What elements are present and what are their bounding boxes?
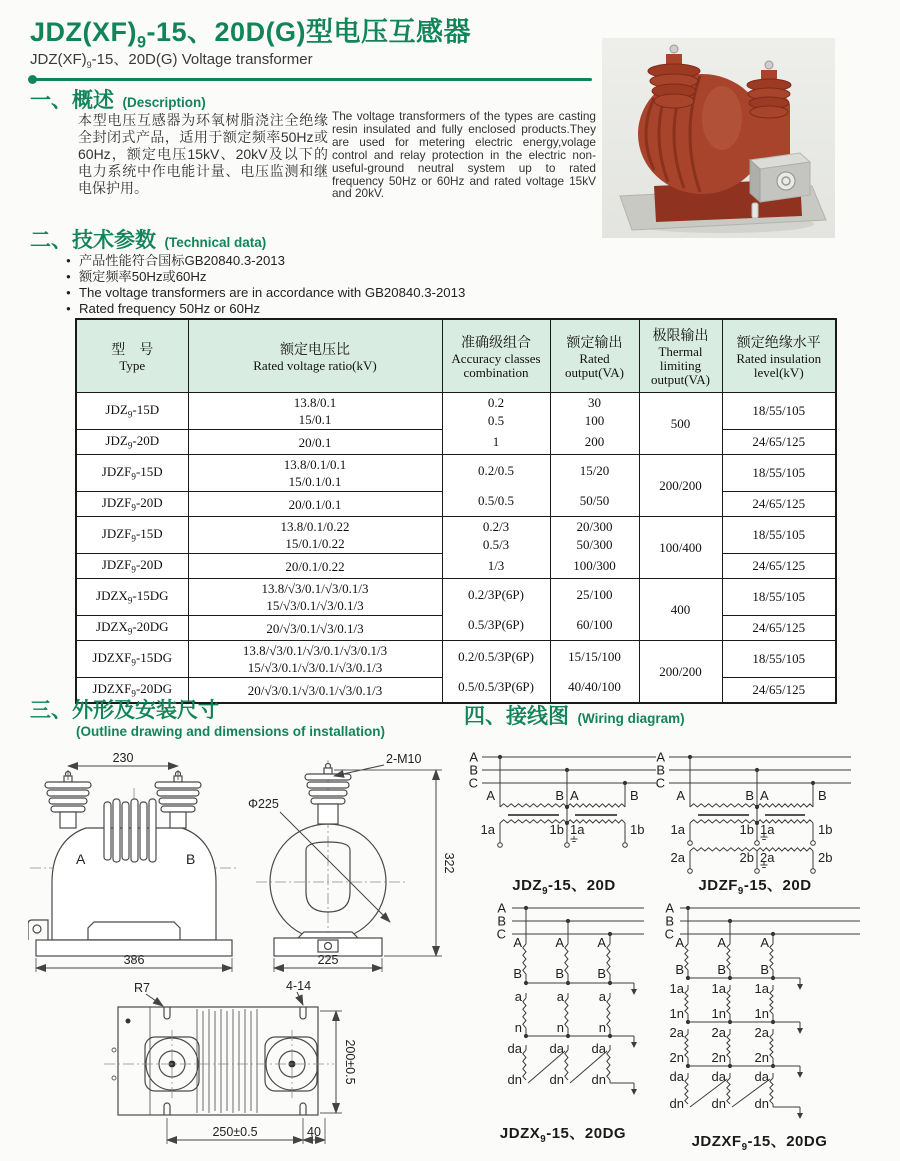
section-title-zh: 接线图 (506, 705, 569, 728)
section-title-zh: 技术参数 (72, 229, 156, 252)
bullet-item: ● The voltage transformers are in accordance with GB20840.3-2013 (66, 285, 626, 301)
diagram-label: 1a (670, 822, 685, 837)
diagram-label: A (555, 935, 564, 950)
dim-dia-225: Φ225 (248, 797, 279, 811)
side-bushing (305, 764, 351, 825)
diagram-label: A (570, 788, 579, 803)
diagram-label: da (711, 1069, 726, 1084)
diagram-label: 1a (669, 981, 684, 996)
diagram-label: B (745, 788, 754, 803)
diagram-label: C (496, 926, 506, 942)
diagram-label: A (656, 749, 665, 765)
front-view-drawing (28, 750, 240, 978)
diagram-label: B (469, 762, 478, 778)
type-cell: $JDZ_9-20D$ (76, 430, 188, 455)
diagram-label: A (665, 900, 674, 916)
table-row (76, 455, 836, 492)
thermal-cell: 500 (639, 393, 722, 455)
insulation-cell: 24/65/125 (722, 554, 836, 579)
base-outline (118, 1007, 318, 1115)
section-number: 一、 (30, 89, 72, 112)
dim-225: 225 (317, 953, 339, 967)
ratio-cell: 20/0.1/0.22 (188, 554, 442, 579)
diagram-label: B (555, 966, 564, 981)
bullet-item: ● 产品性能符合国标GB20840.3-2013 (66, 253, 626, 269)
section-4-heading (464, 700, 685, 730)
accuracy-cell: 0.2/3P(6P) 0.5/3P(6P) (442, 579, 550, 641)
product-photo (602, 38, 835, 238)
column-header: 额定绝缘水平 Rated insulation level(kV) (722, 319, 836, 393)
diagram-label: 1b (739, 822, 754, 837)
table-row (76, 579, 836, 616)
diagram-label: A (486, 788, 495, 803)
description-english: The voltage transformers of the types are casting resin insulated and fully enclosed products.They are used for metering electric energy,volage control and relay protection in the electric non-useful-ground neutral system up to rated frequency 50Hz or 60Hz and rated voltage 15kV and 20kV. (332, 109, 596, 201)
rib-lines (197, 1009, 257, 1113)
column-header: 准确级组合 Accuracy classes combination (442, 319, 550, 393)
side-view-drawing (240, 750, 458, 978)
ratio-cell: 13.8/0.1 15/0.1 (188, 393, 442, 430)
thermal-cell: 200/200 (639, 641, 722, 704)
diagram-label: 2n (669, 1050, 684, 1065)
description-chinese: 本型电压互感器为环氧树脂浇注全绝缘全封闭式产品，适用于额定频率50Hz或60Hz，额定电压15kV、20kV及以下的电力系统中作电能计量、电压监测和继电保护用。 (78, 112, 328, 196)
diagram-label: a (598, 989, 606, 1004)
wiring-diagram-jdzx (468, 898, 658, 1112)
diagram-label: 1a (480, 822, 495, 837)
insulation-cell: 18/55/105 (722, 393, 836, 430)
type-cell: $JDZF_9-15D$ (76, 517, 188, 554)
accuracy-cell: 0.2 0.5 1 (442, 393, 550, 455)
output-cell: 20/300 50/300 100/300 (550, 517, 639, 579)
spec-table-body (76, 393, 836, 704)
diagram-label: C (664, 926, 674, 942)
ratio-cell: 20/0.1 (188, 430, 442, 455)
diagram-label: 1b (630, 822, 645, 837)
spec-table (75, 318, 837, 704)
section-title-en: (Technical data) (164, 235, 267, 250)
diagram-label: B (497, 913, 506, 929)
diagram-label: 1a (754, 981, 769, 996)
terminal-label-b: B (186, 851, 196, 867)
section-3-heading (30, 694, 219, 724)
bullet-item: ● Rated frequency 50Hz or 60Hz (66, 301, 626, 317)
type-cell: $JDZX_9-20DG$ (76, 616, 188, 641)
diagram-label: n (598, 1020, 606, 1035)
accuracy-cell: 0.2/0.5 0.5/0.5 (442, 455, 550, 517)
column-header: 额定电压比 Rated voltage ratio(kV) (188, 319, 442, 393)
section-title-zh: 概述 (72, 89, 114, 112)
accuracy-cell: 0.2/0.5/3P(6P) 0.5/0.5/3P(6P) (442, 641, 550, 704)
technical-bullet-list (66, 253, 626, 317)
dim-r7: R7 (134, 981, 150, 995)
type-cell: $JDZF_9-20D$ (76, 554, 188, 579)
ratio-cell: 13.8/0.1/0.22 15/0.1/0.22 (188, 517, 442, 554)
thermal-cell: 200/200 (639, 455, 722, 517)
base-riser (298, 932, 358, 938)
insulation-cell: 18/55/105 (722, 455, 836, 492)
diagram-label: A (760, 935, 769, 950)
small-fitting (752, 203, 758, 218)
diagram-label: n (556, 1020, 564, 1035)
diagram-label: dn (549, 1072, 564, 1087)
right-footprint (265, 1037, 318, 1091)
section-1-heading (30, 84, 206, 114)
output-cell: 25/100 60/100 (550, 579, 639, 641)
type-cell: $JDZX_9-15DG$ (76, 579, 188, 616)
wiring-diagram-jdz (468, 745, 660, 867)
dim-250: 250±0.5 (212, 1125, 258, 1139)
wiring-diagram-jdzxf (652, 898, 867, 1128)
title-divider (30, 78, 592, 81)
ratio-cell: 20/0.1/0.1 (188, 492, 442, 517)
dim-386: 386 (123, 953, 145, 967)
type-cell: $JDZ_9-15D$ (76, 393, 188, 430)
wiring-diagram-jdzf (655, 745, 855, 895)
diagram-label: 2a (754, 1025, 769, 1040)
section-number: 二、 (30, 229, 72, 252)
diagram-label: B (665, 913, 674, 929)
table-row (76, 393, 836, 430)
diagram-label: B (818, 788, 827, 803)
diagram-label: a (514, 989, 522, 1004)
bottom-view-drawing (90, 978, 370, 1158)
dim-2-m10: 2-M10 (386, 752, 422, 766)
diagram-label: dn (669, 1096, 684, 1111)
diagram-label: a (556, 989, 564, 1004)
ratio-cell: 20/√3/0.1/√3/0.1/3 (188, 616, 442, 641)
dim-40: 40 (307, 1125, 321, 1139)
section-title-zh: 外形及安装尺寸 (72, 699, 219, 722)
insulation-cell: 24/65/125 (722, 678, 836, 704)
bullet-item: ● 额定频率50Hz或60Hz (66, 269, 626, 285)
terminal-label-a: A (76, 851, 86, 867)
dim-200: 200±0.5 (343, 1039, 357, 1085)
section-2-heading (30, 224, 266, 254)
diagram-label: A (760, 788, 769, 803)
diagram-label: 2b (818, 850, 833, 865)
wiring-caption-jdzf: $JDZF_9-15$、20D (698, 877, 812, 897)
diagram-label: 2b (739, 850, 754, 865)
thermal-cell: 400 (639, 579, 722, 641)
ratio-cell: 13.8/√3/0.1/√3/0.1/3 15/√3/0.1/√3/0.1/3 (188, 579, 442, 616)
diagram-label: 1b (549, 822, 564, 837)
diagram-label: B (555, 788, 564, 803)
type-cell: $JDZXF_9-15DG$ (76, 641, 188, 678)
column-header: 型 号 Type (76, 319, 188, 393)
diagram-label: B (513, 966, 522, 981)
type-cell: $JDZF_9-15D$ (76, 455, 188, 492)
diagram-label: 1n (711, 1006, 726, 1021)
diagram-label: A (513, 935, 522, 950)
side-lug (28, 920, 48, 940)
diagram-label: 1a (760, 822, 775, 837)
diagram-label: A (597, 935, 606, 950)
wiring-caption-jdzx: $JDZX_9-15$、20DG (499, 1125, 627, 1145)
section-title-en: (Wiring diagram) (577, 711, 685, 726)
ratio-cell: 13.8/0.1/0.1 15/0.1/0.1 (188, 455, 442, 492)
diagram-label: 1a (711, 981, 726, 996)
column-header: 极限输出 Thermal limiting output(VA) (639, 319, 722, 393)
diagram-label: B (675, 962, 684, 977)
diagram-label: dn (591, 1072, 606, 1087)
diagram-label: 2a (670, 850, 685, 865)
diagram-label: da (507, 1041, 522, 1056)
type-cell: $JDZXF_9-20DG$ (76, 678, 188, 704)
table-row (76, 517, 836, 554)
thermal-cell: 100/400 (639, 517, 722, 579)
insulation-cell: 18/55/105 (722, 641, 836, 678)
diagram-label: A (497, 900, 506, 916)
diagram-label: n (514, 1020, 522, 1035)
ratio-cell: 20/√3/0.1/√3/0.1/√3/0.1/3 (188, 678, 442, 704)
insulation-cell: 24/65/125 (722, 430, 836, 455)
diagram-label: 2n (711, 1050, 726, 1065)
diagram-label: da (591, 1041, 606, 1056)
diagram-label: 2a (760, 850, 775, 865)
diagram-label: C (655, 775, 665, 791)
terminal-box (750, 153, 810, 202)
diagram-label: 1b (818, 822, 833, 837)
diagram-label: B (630, 788, 639, 803)
output-cell: 15/15/100 40/40/100 (550, 641, 639, 704)
dim-4-14: 4-14 (286, 979, 312, 993)
insulation-cell: 24/65/125 (722, 616, 836, 641)
section-number: 三、 (30, 699, 72, 722)
insulation-cell: 18/55/105 (722, 517, 836, 554)
insulation-cell: 18/55/105 (722, 579, 836, 616)
type-cell: $JDZF_9-20D$ (76, 492, 188, 517)
diagram-label: dn (507, 1072, 522, 1087)
spec-table-header-row (76, 319, 836, 393)
page-subtitle: $JDZ(XF)_9-15$、20D(G) Voltage transformer (30, 51, 313, 70)
diagram-label: da (549, 1041, 564, 1056)
diagram-label: 2n (754, 1050, 769, 1065)
column-header: 额定输出 Rated output(VA) (550, 319, 639, 393)
diagram-label: 1n (669, 1006, 684, 1021)
diagram-label: C (468, 775, 478, 791)
diagram-label: da (754, 1069, 769, 1084)
diagram-label: dn (711, 1096, 726, 1111)
diagram-label: A (676, 788, 685, 803)
diagram-label: 2a (711, 1025, 726, 1040)
diagram-label: B (760, 962, 769, 977)
wiring-caption-jdzxf: $JDZXF_9-15$、20DG (691, 1133, 828, 1153)
diagram-label: B (656, 762, 665, 778)
diagram-label: A (717, 935, 726, 950)
output-cell: 30 100 200 (550, 393, 639, 455)
diagram-label: 2a (669, 1025, 684, 1040)
accuracy-cell: 0.2/3 0.5/3 1/3 (442, 517, 550, 579)
section-number: 四、 (464, 705, 506, 728)
diagram-label: da (669, 1069, 684, 1084)
dim-322: 322 (442, 852, 456, 874)
diagram-label: dn (754, 1096, 769, 1111)
diagram-label: A (675, 935, 684, 950)
diagram-label: A (469, 749, 478, 765)
diagram-label: B (717, 962, 726, 977)
dim-230: 230 (112, 751, 134, 765)
section-3-subtitle: (Outline drawing and dimensions of installation) (76, 724, 386, 739)
wiring-caption-jdz: $JDZ_9-15$、20D (512, 877, 616, 897)
section-title-en: (Description) (122, 95, 206, 110)
insulation-cell: 24/65/125 (722, 492, 836, 517)
output-cell: 15/20 50/50 (550, 455, 639, 517)
table-row (76, 641, 836, 678)
ratio-cell: 13.8/√3/0.1/√3/0.1/√3/0.1/3 15/√3/0.1/√3/0.1/√3/0.1/3 (188, 641, 442, 678)
mounting-slots (164, 1007, 306, 1115)
page-title: $JDZ(XF)_9-15$、20D(G)型电压互感器 (30, 17, 472, 52)
diagram-label: 1a (570, 822, 585, 837)
diagram-label: B (597, 966, 606, 981)
diagram-label: 1n (754, 1006, 769, 1021)
